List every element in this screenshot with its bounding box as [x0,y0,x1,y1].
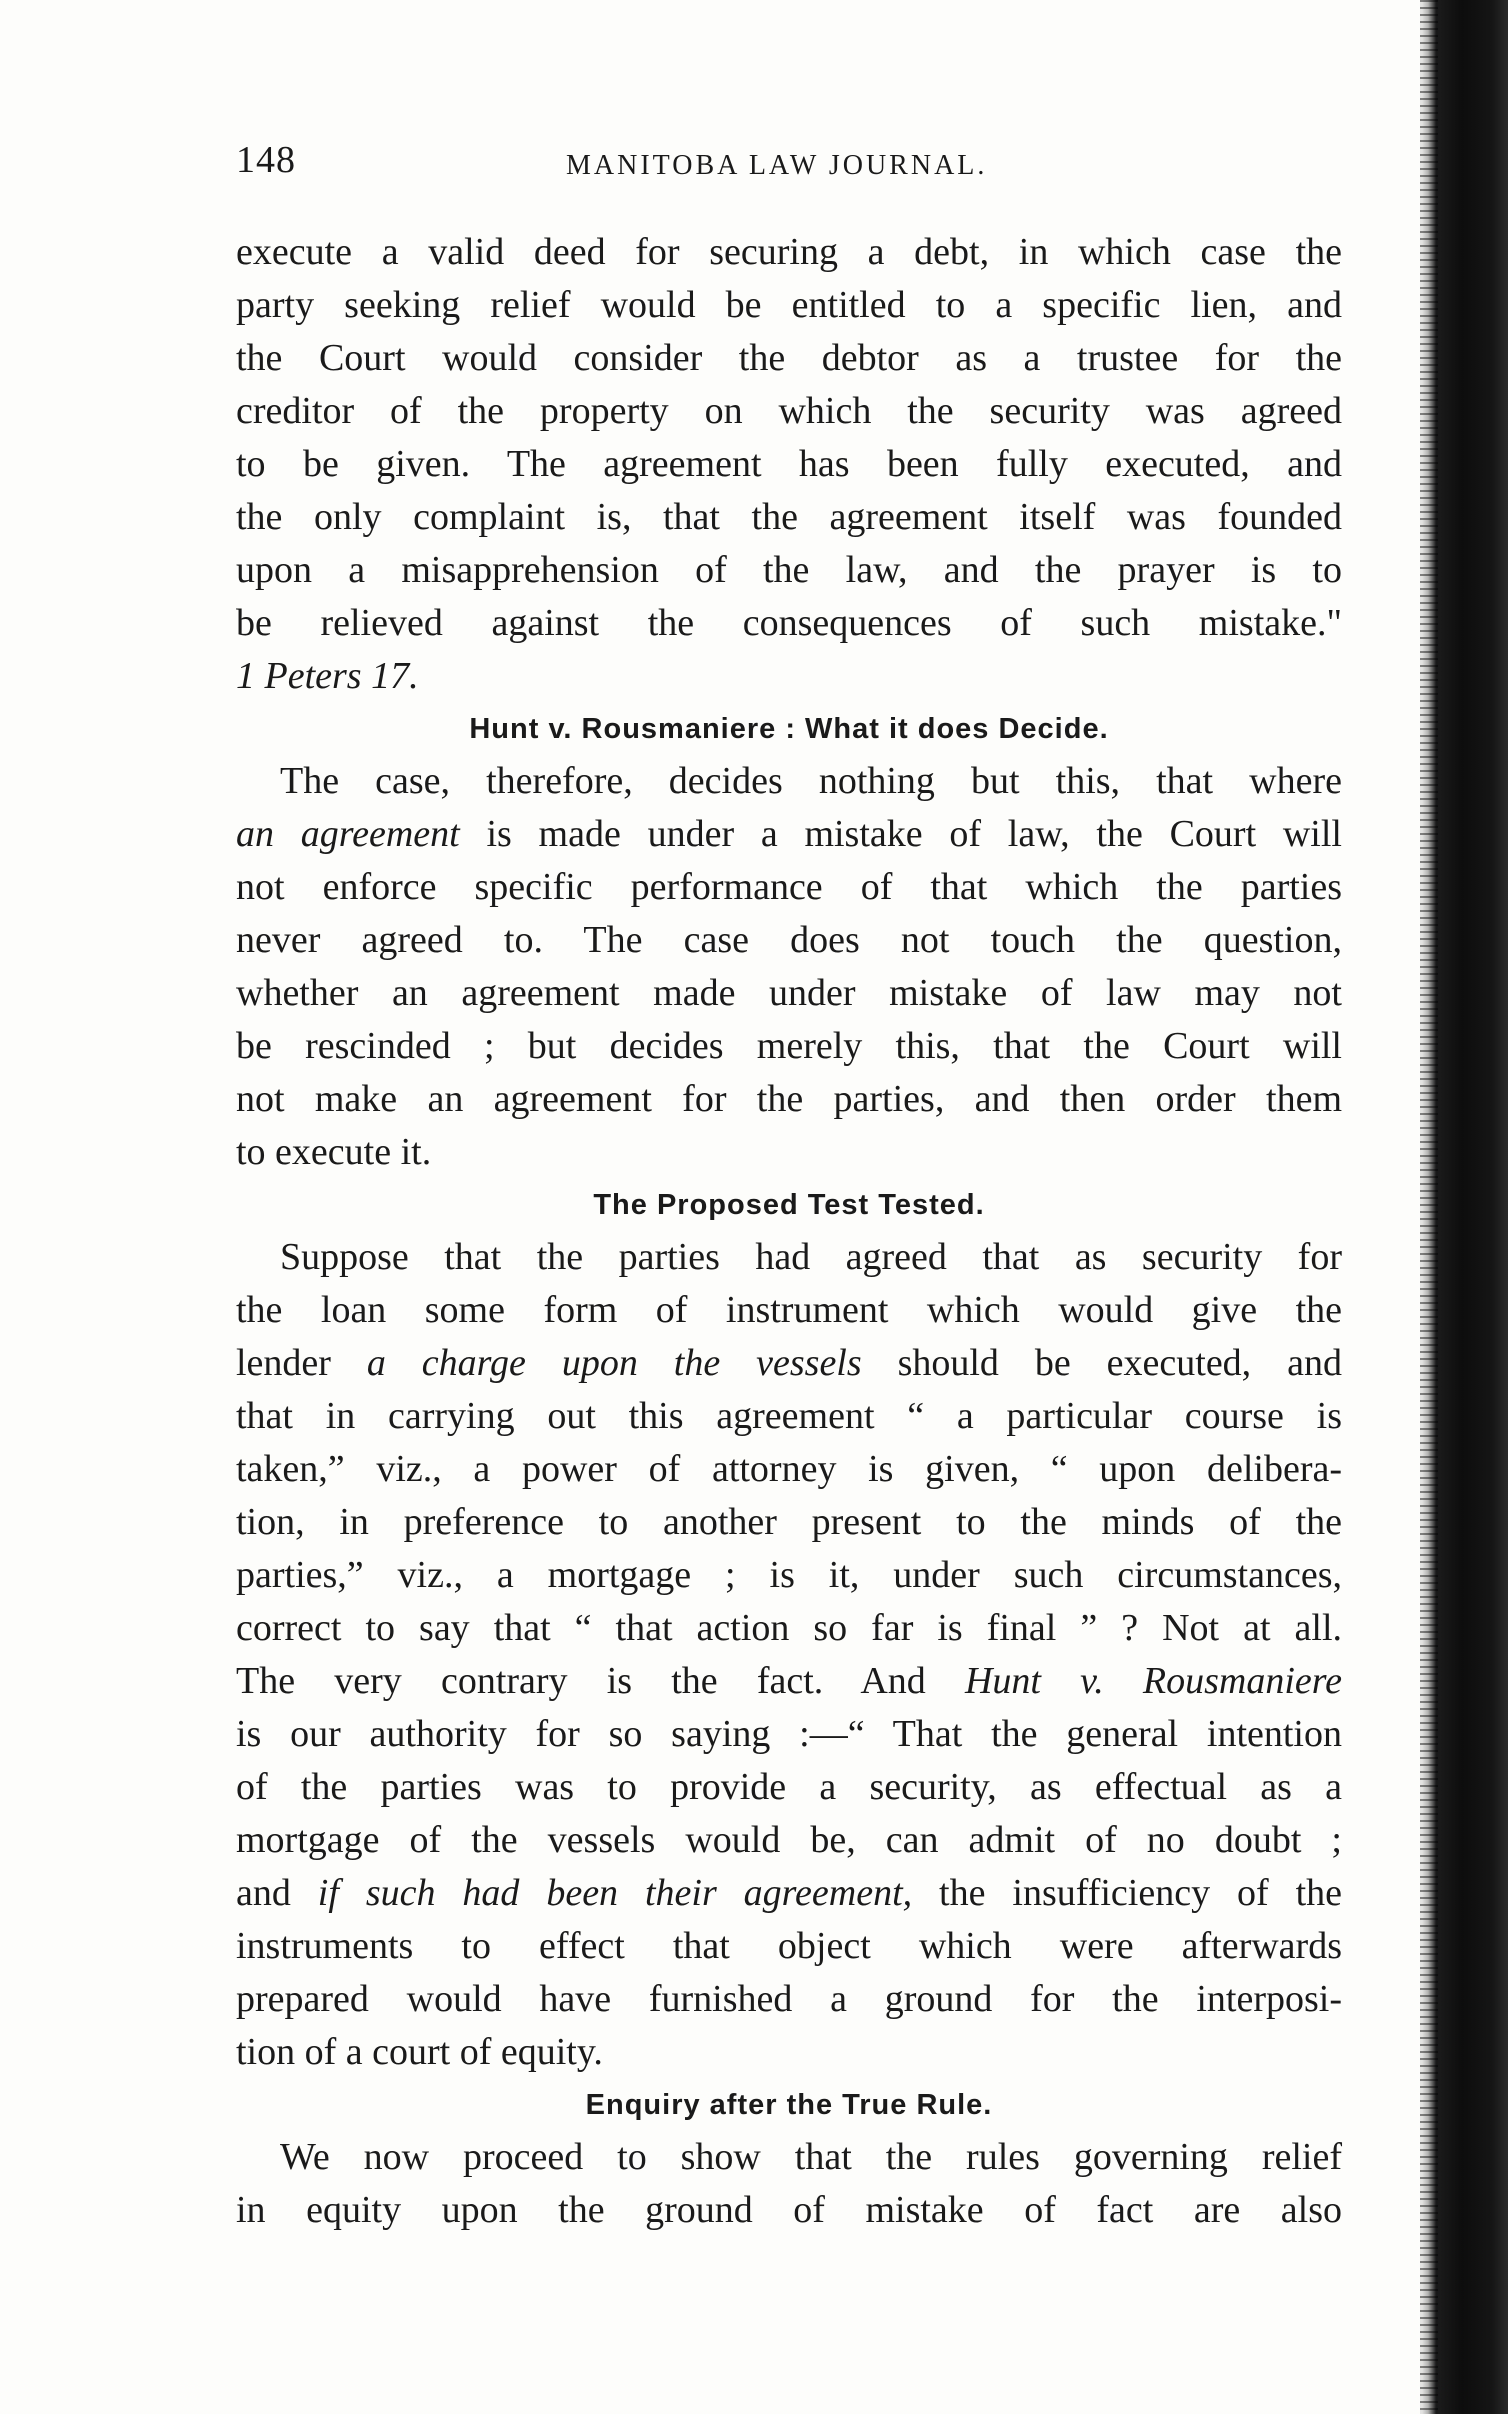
text-line: the loan some form of instrument which would give the [236,1289,1342,1331]
text-line: the only complaint is, that the agreement itself was founded [236,496,1342,538]
text-line [236,1867,1342,1920]
text-line: Suppose that the parties had agreed that as security for [280,1236,1342,1278]
text-line: execute a valid deed for securing a debt, in which case the [236,231,1342,273]
text-line: mortgage of the vessels would be, can admit of no doubt ; [236,1819,1342,1861]
text-line: The case, therefore, decides nothing but this, that where [280,760,1342,802]
running-head [236,138,1346,198]
italic-phrase: a charge upon the vessels [366,1342,862,1384]
text-line: parties,” viz., a mortgage ; is it, under such circumstances, [236,1554,1342,1596]
text-line: that in carrying out this agreement “ a particular course is [236,1395,1342,1437]
text-line: of the parties was to provide a security, as effectual as a [236,1766,1342,1808]
text-line: not enforce specific performance of that which the parties [236,866,1342,908]
text-line: party seeking relief would be entitled to a specific lien, and [236,284,1342,326]
text-line: in equity upon the ground of mistake of fact are also [236,2189,1342,2231]
text-line: to be given. The agreement has been fully executed, and [236,443,1342,485]
italic-phrase: an agreement [236,813,460,855]
section-heading: The Proposed Test Tested. [593,1189,985,1221]
text-segment: lender [236,1342,367,1384]
text-line: be relieved against the consequences of such mistake." [236,602,1342,644]
text-line: be rescinded ; but decides merely this, that the Court will [236,1025,1342,1067]
text-line [236,808,1342,861]
citation: 1 Peters 17. [236,655,419,697]
text-segment: is made under a mistake of law, the Court will [459,813,1342,855]
text-line: whether an agreement made under mistake of law may not [236,972,1342,1014]
text-line: We now proceed to show that the rules governing relief [280,2136,1342,2178]
text-line: instruments to effect that object which were afterwards [236,1925,1342,1967]
text-line [236,1655,1342,1708]
text-line: correct to say that “ that action so far is final ” ? Not at all. [236,1607,1342,1649]
binding-shadow [1420,0,1438,2414]
text-line: taken,” viz., a power of attorney is given, “ upon delibera- [236,1448,1342,1490]
page-number: 148 [236,139,296,181]
text-line: prepared would have furnished a ground for the interposi- [236,1978,1342,2020]
body-text [236,226,1342,2237]
text-segment: and [236,1872,318,1914]
text-line: never agreed to. The case does not touch the question, [236,919,1342,961]
text-segment: the insufficiency of the [912,1872,1342,1914]
text-segment: The very contrary is the fact. And [236,1660,965,1702]
text-line: tion of a court of equity. [236,2031,603,2073]
text-line: tion, in preference to another present to the minds of the [236,1501,1342,1543]
section-heading: Hunt v. Rousmaniere : What it does Decide. [469,713,1109,745]
text-line: not make an agreement for the parties, and then order them [236,1078,1342,1120]
text-line: upon a misapprehension of the law, and the prayer is to [236,549,1342,591]
text-line: the Court would consider the debtor as a trustee for the [236,337,1342,379]
text-line: creditor of the property on which the security was agreed [236,390,1342,432]
text-line [236,1337,1342,1390]
text-segment: should be executed, and [861,1342,1342,1384]
section-heading: Enquiry after the True Rule. [585,2089,993,2121]
text-line: is our authority for so saying :—“ That the general intention [236,1713,1342,1755]
journal-title: MANITOBA LAW JOURNAL. [566,150,988,181]
text-line: to execute it. [236,1131,432,1173]
italic-phrase: if such had been their agreement, [317,1872,913,1914]
italic-case-name: Hunt v. Rousmaniere [964,1660,1342,1702]
